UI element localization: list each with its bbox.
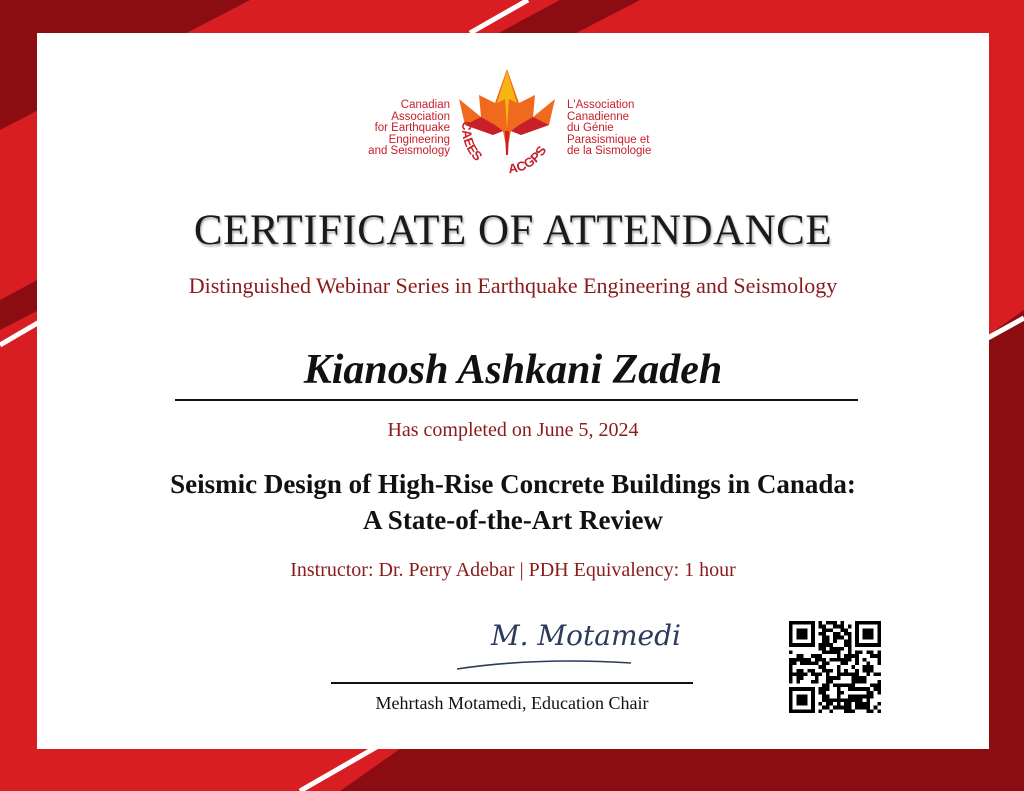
qr-code-icon[interactable] [789, 621, 881, 713]
signature-text: M. Motamedi [491, 619, 681, 652]
logo-text-acgps: ACGPS [507, 143, 550, 177]
signer-name: Mehrtash Motamedi, Education Chair [375, 693, 649, 713]
signature-line [331, 682, 693, 684]
course-title-line-1: Seismic Design of High-Rise Concrete Buildings in Canada: [170, 469, 856, 499]
maple-leaf-logo-icon [451, 69, 563, 189]
org-name-french: L'Association Canadienne du Génie Parasismique et de la Sismologie [567, 99, 652, 157]
svg-text:ACGPS [507, 143, 549, 176]
course-title [37, 466, 989, 538]
recipient-underline [175, 399, 858, 401]
certificate-card [37, 33, 989, 749]
handwritten-signature [417, 615, 681, 675]
course-details: Instructor: Dr. Perry Adebar | PDH Equivalency: 1 hour [290, 559, 736, 581]
logo-text-caees: CAEES [459, 120, 486, 164]
org-name-english: Canadian Association for Earthquake Engineering and Seismology [368, 99, 450, 157]
course-title-line-2: A State-of-the-Art Review [363, 505, 663, 535]
webinar-series: Distinguished Webinar Series in Earthquake Engineering and Seismology [188, 273, 838, 298]
certificate-title: CERTIFICATE OF ATTENDANCE [193, 207, 833, 254]
completion-date: Has completed on June 5, 2024 [387, 419, 639, 441]
recipient-name: Kianosh Ashkani Zadeh [303, 347, 723, 393]
